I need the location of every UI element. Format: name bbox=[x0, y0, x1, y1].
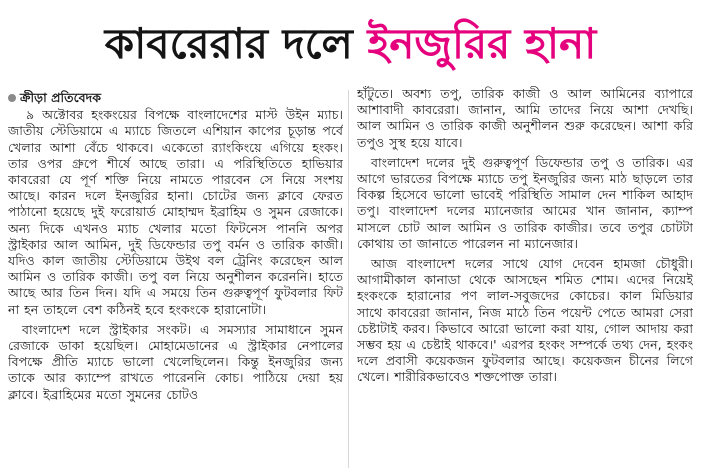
headline-part-2: ইনজুরির হানা bbox=[367, 19, 597, 68]
paragraph: হাঁটুতে। অবশ্য তপু, তারিক কাজী ও আল আমিনের ব্যাপারে আশাবাদী কাবরেরা। জানান, আমি তাদের নিয়ে আশা দেখছি। আল আমিন ও তারিক কাজী অনুশীলন শুরু করেছেন। আশা করি তপুও সুস্থ হয়ে যাবে। bbox=[357, 86, 693, 150]
paragraph: বাংলাদেশ দলের দুই গুরুত্বপূর্ণ ডিফেন্ডার তপু ও তারিক। এর আগে ভারতের বিপক্ষে ম্যাচে তপু ইনজুরির জন্য মাঠ ছাড়লে তার বিকল্প হিসেবে ভালো ভাবেই পরিস্থিতি সামাল দেন শাকিল আহাদ তপু। বাংলাদেশ দলের ম্যানেজার আমের খান জানান, ক্যাম্প মাসলে চোট আল আমিন ও তারিক কাজীর। তবে তপুর চোটটা কোথায় তা জানাতে পারেলন না ম্যানেজার। bbox=[357, 154, 693, 251]
article-column-right bbox=[357, 86, 693, 468]
byline bbox=[8, 90, 343, 106]
byline-text: ক্রীড়া প্রতিবেদক bbox=[20, 90, 102, 105]
column-divider bbox=[348, 90, 349, 468]
headline-part-1: কাবরেরার দলে bbox=[104, 19, 353, 68]
bullet-icon bbox=[8, 94, 16, 102]
paragraph: ৯ অক্টোবর হংকংয়ের বিপক্ষে বাংলাদেশের মাস্ট উইন ম্যাচ। জাতীয় স্টেডিয়ামে এ ম্যাচে জিতলে এশিয়ান কাপের চূড়ান্ত পর্বে খেলার আশা বেঁচে থাকবে। একেতো র‍্যাংকিংয়ে এগিয়ে হংকং। তার ওপর গ্রুপে শীর্ষে আছে তারা। এ পরিস্থিতিতে হাভিয়ার কাবরেরা যে পূর্ণ শক্তি নিয়ে নামতে পারবেন সে নিয়ে সংশয় আছে। কারন দলে ইনজুরির হানা। চোটের জন্য ক্লাবে ফেরত পাঠানো হয়েছে দুই ফরোয়ার্ড মোহাম্মদ ইব্রাহিম ও সুমন রেজাকে। অন্য দিকে এখনও ম্যাচ খেলার মতো ফিটনেস পাননি অপর স্ট্রাইকার আল আমিন, দুই ডিফেন্ডার তপু বর্মন ও তারিক কাজী। যদিও কাল জাতীয় স্টেডিয়ামে উইথ বল ট্রেনিং করেছেন আল আমিন ও তারিক কাজী। তপু বল নিয়ে অনুশীলন করেননি। হাতে আছে আর তিন দিন। যদি এ সময়ে তিন গুরুত্বপূর্ণ ফুটবলার ফিট না হন তাহলে বেশ কঠিনই হবে হংকংকে হারানোটা। bbox=[8, 107, 343, 317]
paragraph: বাংলাদেশ দলে স্ট্রাইকার সংকট। এ সমস্যার সামাধানে সুমন রেজাকে ডাকা হয়েছিল। মোহামেডানের এ স্ট্রাইকার নেপালের বিপক্ষে প্রীতি ম্যাচে ভালো খেলেছিলেন। কিন্তু ইনজুরির জন্য তাকে আর ক্যাম্পে রাখতে পারেননি কোচ। পাঠিয়ে দেয়া হয় ক্লাবে। ইব্রাহিমের মতো সুমনের চোটও bbox=[8, 321, 343, 402]
headline bbox=[0, 8, 701, 80]
article-column-left bbox=[8, 90, 343, 472]
paragraph: আজ বাংলাদেশ দলের সাথে যোগ দেবেন হামজা চৌধুরী। আগামীকাল কানাডা থেকে আসছেন শমিত শোম। এদের নিয়েই হংকংকে হারানোর পণ লাল-সবুজদের কোচের। কাল মিডিয়ার সাথে কাবরেরা জানান, নিজ মাঠে তিন পয়েন্ট পেতে আমরা সেরা চেষ্টাটাই করব। কিভাবে আরো ভালো করা যায়, গোল আদায় করা সম্ভব হয় এ চেষ্টাই থাকবে।' এরপর হংকং সম্পর্কে তথ্য দেন, হংকং দলে প্রবাসী কয়েকজন ফুটবলার আছে। কয়েকজন চীনের লিগে খেলে। শারীরিকভাবেও শক্তপোক্ত তারা। bbox=[357, 256, 693, 385]
